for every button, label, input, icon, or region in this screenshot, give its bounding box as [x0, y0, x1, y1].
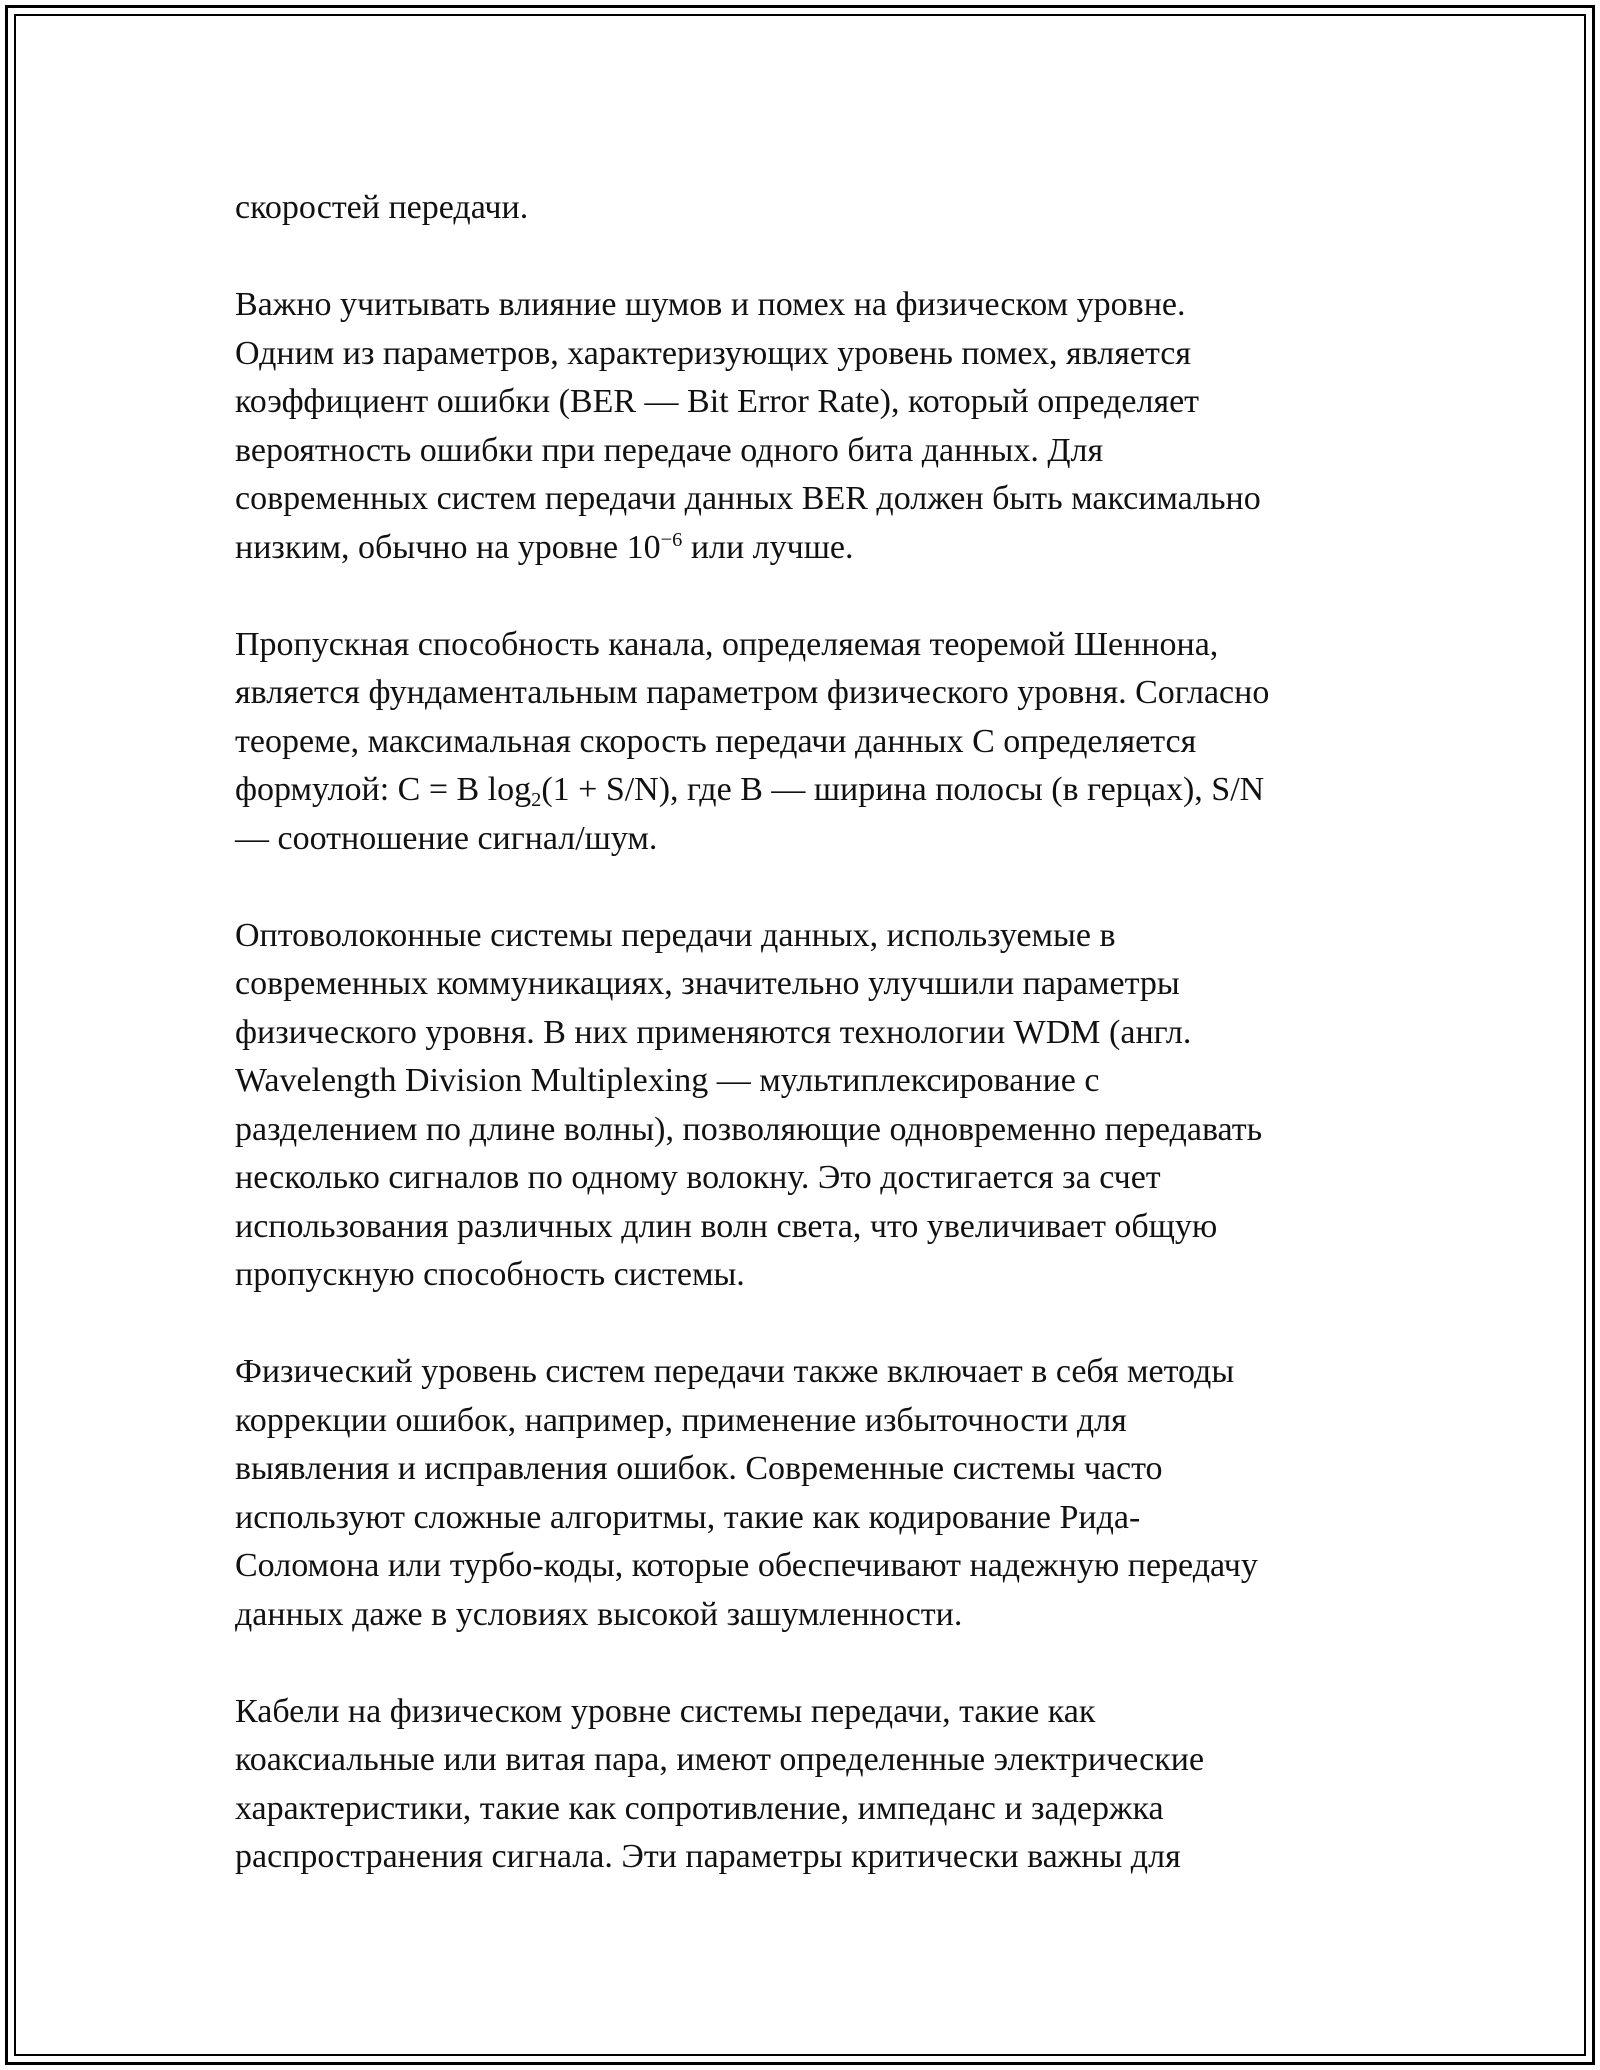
text-line: — соотношение сигнал/шум. — [235, 819, 658, 857]
text-line: Важно учитывать влияние шумов и помех на физическом уровне. — [235, 286, 1186, 323]
text-line: характеристики, такие как сопротивление, импеданс и задержка — [235, 1789, 1164, 1827]
text-line: пропускную способность системы. — [235, 1256, 745, 1293]
text-line: скоростей передачи. — [235, 189, 529, 226]
paragraph-fiber-wdm — [235, 912, 1395, 1300]
text-line: физического уровня. В них применяются технологии WDM (англ. — [235, 1013, 1192, 1051]
text-line: несколько сигналов по одному волокну. Это достигается за счет — [235, 1159, 1161, 1196]
text-line: коэффициент ошибки (BER — Bit Error Rate), который определяет — [235, 383, 1200, 420]
text-line: выявления и исправления ошибок. Современные системы часто — [235, 1450, 1163, 1487]
text-line: коррекции ошибок, например, применение избыточности для — [235, 1401, 1127, 1439]
exponent-superscript: −6 — [660, 529, 683, 552]
text-line: Оптоволоконные системы передачи данных, используемые в — [235, 916, 1116, 954]
text-run: низким, обычно на уровне 10 — [235, 528, 661, 566]
text-run: или лучше. — [682, 528, 854, 566]
text-run: формулой: C = B log — [235, 771, 532, 808]
paragraph-error-correction — [235, 1348, 1395, 1639]
text-line: Физический уровень систем передачи также включает в себя методы — [235, 1353, 1235, 1390]
paragraph-noise-ber — [235, 281, 1395, 572]
text-line — [235, 766, 1395, 815]
log-base-subscript: 2 — [531, 789, 542, 812]
text-line: распространения сигнала. Эти параметры критически важны для — [235, 1838, 1181, 1875]
text-line: Пропускная способность канала, определяемая теоремой Шеннона, — [235, 625, 1219, 663]
text-line: современных систем передачи данных BER должен быть максимально — [235, 480, 1261, 517]
paragraph-shannon-capacity — [235, 621, 1395, 864]
text-line: Одним из параметров, характеризующих уровень помех, является — [235, 334, 1191, 372]
text-line: коаксиальные или витая пара, имеют определенные электрические — [235, 1741, 1205, 1778]
text-line — [235, 524, 1395, 573]
text-line: Wavelength Division Multiplexing — мультиплексирование с — [235, 1062, 1100, 1099]
document-body — [235, 184, 1395, 1882]
paragraph-transfer-speeds — [235, 184, 1395, 233]
text-line: разделением по длине волны), позволяющие одновременно передавать — [235, 1110, 1263, 1148]
text-line: использования различных длин волн света, что увеличивает общую — [235, 1207, 1218, 1245]
text-run: (1 + S/N), где B — ширина полосы (в герцах), S/N — [541, 771, 1265, 808]
paragraph-cables — [235, 1688, 1395, 1882]
text-line: Соломона или турбо-коды, которые обеспечивают надежную передачу — [235, 1547, 1258, 1584]
text-line: современных коммуникациях, значительно улучшили параметры — [235, 965, 1180, 1002]
text-line: вероятность ошибки при передаче одного бита данных. Для — [235, 431, 1104, 469]
text-line: теореме, максимальная скорость передачи данных C определяется — [235, 722, 1197, 760]
text-line: является фундаментальным параметром физического уровня. Согласно — [235, 674, 1270, 711]
text-line: Кабели на физическом уровне системы передачи, такие как — [235, 1692, 1096, 1730]
text-line: используют сложные алгоритмы, такие как кодирование Рида- — [235, 1498, 1141, 1536]
text-line: данных даже в условиях высокой зашумленности. — [235, 1595, 963, 1633]
